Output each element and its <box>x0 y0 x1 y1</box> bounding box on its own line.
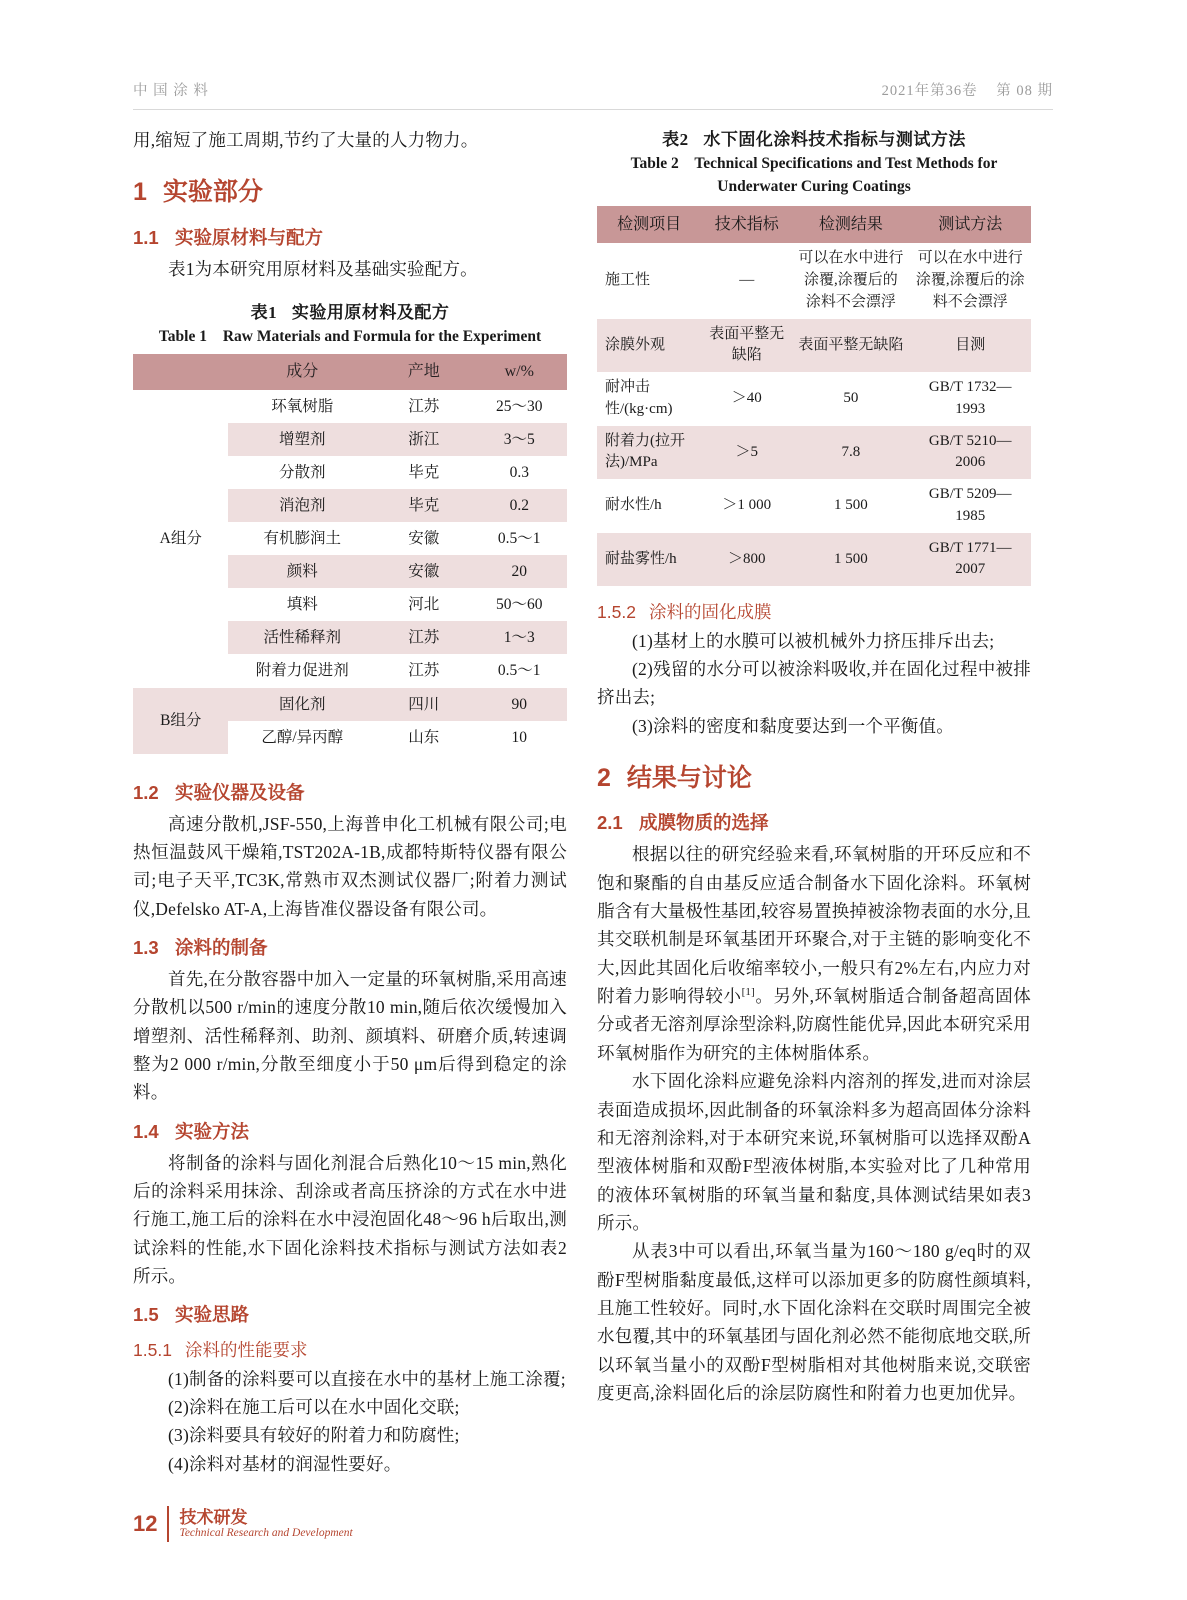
table1-cell-weight: 1～3 <box>472 621 568 654</box>
table1-cell-origin: 毕克 <box>376 489 471 522</box>
table2-cell-item: 施工性 <box>605 272 651 289</box>
table1-cell-name: 颜料 <box>228 555 376 588</box>
section-1-4-heading <box>133 1117 567 1147</box>
table2-cell-method: GB/T 5209—1985 <box>928 486 1012 524</box>
table1-cell-origin: 江苏 <box>408 662 440 680</box>
table2-cell-method: GB/T 1771—2007 <box>909 533 1031 587</box>
section-1-1-number: 1.1 <box>133 226 159 248</box>
section-1-1-heading <box>133 223 567 253</box>
table1-label-cn: 表1 <box>250 303 278 323</box>
table2-cell-item: 涂膜外观 <box>597 319 701 373</box>
table2-cell-method: GB/T 1732—1993 <box>928 379 1012 417</box>
table2-label-en: Table 2 <box>630 154 679 172</box>
lead-paragraph: 用,缩短了施工周期,节约了大量的人力物力。 <box>133 130 479 150</box>
section-1-5-1-number: 1.5.1 <box>133 1340 172 1361</box>
table1-cell-weight: 0.2 <box>472 489 568 522</box>
table2-cell-item: 耐水性/h <box>605 497 662 514</box>
table1-cell-origin: 安徽 <box>408 529 440 547</box>
table1-cell-origin: 毕克 <box>408 463 440 481</box>
section-1-1-text: 表1为本研究用原材料及基础实验配方。 <box>168 258 478 279</box>
table1-cell-origin: 河北 <box>408 596 440 614</box>
section-1-3-text: 首先,在分散容器中加入一定量的环氧树脂,采用高速分散机以500 r/min的速度分散10 min,随后依次缓慢加入增塑剂、活性稀释剂、助剂、颜填料、研磨介质,转速调整为2 000 r/min,分散至细度小于50 μm后得到稳定的涂料。 <box>133 969 567 1103</box>
section-1-5-1-heading <box>133 1336 567 1364</box>
table1-cell-name: 增塑剂 <box>228 423 376 456</box>
section-1-5-1-title: 涂料的性能要求 <box>185 1340 308 1361</box>
section-1-1-title: 实验原材料与配方 <box>175 226 324 248</box>
table1-cell-weight: 10 <box>511 728 527 746</box>
table1-group-b-label: B组分 <box>133 688 228 754</box>
footer-section-cn: 技术研发 <box>179 1507 248 1527</box>
table1-cell-weight: 50～60 <box>495 596 543 614</box>
table1-cell-weight: 0.5～1 <box>497 529 541 547</box>
table1-group-a-label: A组分 <box>159 529 202 547</box>
table1-cell-name: 分散剂 <box>278 463 326 481</box>
section-2-1-heading <box>597 808 1031 838</box>
page-header <box>133 80 1053 110</box>
section-1-5-2-number: 1.5.2 <box>597 602 636 623</box>
table1-cell-name: 活性稀释剂 <box>228 621 376 654</box>
table1-cell-weight: 20 <box>472 555 568 588</box>
table1-cell-weight: 0.3 <box>509 463 529 481</box>
paragraph-text-b: 。另外,环氧树脂适合制备超高固体分或者无溶剂厚涂型涂料,防腐性能优异,因此本研究采用环氧树脂作为研究的主体树脂体系。 <box>597 986 1031 1063</box>
section-1-5-2-heading <box>597 598 1031 626</box>
curing-item: (1)基材上的水膜可以被机械外力挤压排斥出去; <box>632 630 995 651</box>
section-1-2-heading <box>133 778 567 808</box>
table2-cell-result: 50 <box>843 390 859 407</box>
table1-cell-name: 填料 <box>286 596 318 614</box>
table2-cell-spec: ＞5 <box>701 426 792 480</box>
table1-col-origin: 产地 <box>376 354 471 390</box>
table-row <box>597 372 1031 426</box>
table-row <box>597 533 1031 587</box>
footer-divider <box>167 1506 169 1542</box>
table2-cell-item: 耐盐雾性/h <box>597 533 701 587</box>
section-2-number: 2 <box>597 763 611 792</box>
table1-cell-origin: 江苏 <box>376 621 471 654</box>
table2-title-cn: 水下固化涂料技术指标与测试方法 <box>703 130 966 149</box>
table1-cell-name: 有机膨润土 <box>263 529 341 547</box>
footer-section-en: Technical Research and Development <box>179 1527 353 1540</box>
table1-col-component: 成分 <box>228 354 376 390</box>
table2-col-spec: 技术指标 <box>701 206 792 244</box>
section-1-3-number: 1.3 <box>133 937 159 959</box>
table2-cell-result: 1 500 <box>833 497 868 514</box>
table1-cell-origin: 四川 <box>376 688 471 721</box>
year-volume: 2021年第36卷 <box>881 83 978 99</box>
requirement-item: (4)涂料对基材的润湿性要好。 <box>168 1453 402 1474</box>
table1-cell-name: 固化剂 <box>228 688 376 721</box>
table2-title-en-line1: Technical Specifications and Test Methods for <box>694 154 998 172</box>
table2-cell-item: 耐冲击性/(kg·cm) <box>605 379 673 417</box>
table1-cell-origin: 江苏 <box>408 397 440 415</box>
section-1-3-heading <box>133 933 567 963</box>
table1-col-group <box>133 354 228 390</box>
table2 <box>597 206 1031 587</box>
table1-cell-name: 消泡剂 <box>228 489 376 522</box>
page-number: 12 <box>133 1511 158 1537</box>
section-1-5-2-title: 涂料的固化成膜 <box>649 602 772 623</box>
table-row <box>133 688 567 721</box>
table1-cell-origin: 安徽 <box>376 555 471 588</box>
table2-col-result: 检测结果 <box>792 206 909 244</box>
table2-header-row <box>597 206 1031 244</box>
table2-caption-en <box>597 154 1031 200</box>
table1-title-en: Raw Materials and Formula for the Experiment <box>222 327 542 345</box>
table1-cell-weight: 90 <box>472 688 568 721</box>
table1-cell-name: 环氧树脂 <box>271 397 334 415</box>
table1-cell-origin: 山东 <box>408 728 440 746</box>
citation-reference: [1] <box>741 986 755 999</box>
right-column <box>597 126 1031 1407</box>
table1-col-weight: w/% <box>472 354 568 390</box>
section-1-3-title: 涂料的制备 <box>175 937 268 959</box>
journal-name: 中 国 涂 料 <box>133 83 209 99</box>
table1-cell-weight: 25～30 <box>495 397 543 415</box>
section-2-1-paragraph-1 <box>597 840 1031 1067</box>
section-1-heading <box>133 172 567 213</box>
section-2-heading <box>597 758 1031 799</box>
table1-label-en: Table 1 <box>158 327 207 345</box>
section-2-1-paragraph-2: 水下固化涂料应避免涂料内溶剂的挥发,进而对涂层表面造成损坏,因此制备的环氧涂料多为超高固体分涂料和无溶剂涂料,对于本研究来说,环氧树脂可以选择双酚A型液体树脂和双酚F型液体树脂,本实验对比了几种常用的液体环氧树脂的环氧当量和黏度,具体测试结果如表3所示。 <box>597 1071 1031 1233</box>
section-1-5-number: 1.5 <box>133 1304 159 1326</box>
table1-cell-weight: 3～5 <box>472 423 568 456</box>
table2-cell-spec: ＞1 000 <box>722 497 772 514</box>
page-footer <box>133 1506 353 1542</box>
left-column <box>133 126 567 1478</box>
table2-cell-method: GB/T 5210—2006 <box>909 426 1031 480</box>
table2-cell-result: 表面平整无缺陷 <box>792 319 909 373</box>
section-1-number: 1 <box>133 178 147 207</box>
table1 <box>133 354 567 754</box>
section-1-4-title: 实验方法 <box>175 1120 250 1142</box>
section-1-4-number: 1.4 <box>133 1120 159 1142</box>
table2-caption-cn <box>597 126 1031 154</box>
table2-cell-spec: 表面平整无缺陷 <box>701 319 792 373</box>
table1-cell-name: 乙醇/异丙醇 <box>261 728 344 746</box>
table2-cell-method: 目测 <box>909 319 1031 373</box>
section-2-title: 结果与讨论 <box>626 763 752 792</box>
table2-cell-result: 1 500 <box>792 533 909 587</box>
table2-label-cn: 表2 <box>662 130 689 149</box>
table2-cell-spec: ＞40 <box>731 390 762 407</box>
curing-item: (2)残留的水分可以被涂料吸收,并在固化过程中被排挤出去; <box>597 658 1031 708</box>
section-2-1-paragraph-3: 从表3中可以看出,环氧当量为160～180 g/eq时的双酚F型树脂黏度最低,这样可以添加更多的防腐性颜填料,且施工性较好。同时,水下固化涂料在交联时周围完全被水包覆,其中的环氧基团与固化剂必然不能彻底地交联,所以环氧当量小的双酚F型树脂相对其他树脂来说,交联密度更高,涂料固化后的涂层防腐性和附着力也更加优异。 <box>597 1241 1031 1403</box>
table-row <box>597 243 1031 318</box>
table2-cell-result: 可以在水中进行涂覆,涂覆后的涂料不会漂浮 <box>798 250 904 310</box>
table2-cell-item: 附着力(拉开法)/MPa <box>597 426 701 480</box>
table1-cell-weight: 0.5～1 <box>497 662 541 680</box>
table-row <box>597 479 1031 533</box>
table2-title-en-line2: Underwater Curing Coatings <box>717 178 911 196</box>
table1-caption-cn <box>133 299 567 327</box>
issue-number: 第 08 期 <box>996 83 1053 99</box>
requirement-item: (3)涂料要具有较好的附着力和防腐性; <box>168 1425 460 1446</box>
section-1-2-text: 高速分散机,JSF-550,上海普申化工机械有限公司;电热恒温鼓风干燥箱,TST202A-1B,成都特斯特仪器有限公司;电子天平,TC3K,常熟市双杰测试仪器厂;附着力测试仪,Defelsko AT-A,上海皆准仪器设备有限公司。 <box>133 813 567 919</box>
table1-cell-name: 附着力促进剂 <box>255 662 349 680</box>
table1-title-cn: 实验用原材料及配方 <box>291 303 450 323</box>
section-1-2-number: 1.2 <box>133 781 159 803</box>
table2-cell-spec: ＞800 <box>701 533 792 587</box>
table-row <box>597 426 1031 480</box>
section-1-5-title: 实验思路 <box>175 1304 250 1326</box>
section-1-5-heading <box>133 1300 567 1330</box>
table2-cell-method: 可以在水中进行涂覆,涂覆后的涂料不会漂浮 <box>915 250 1025 310</box>
table2-col-item: 检测项目 <box>597 206 701 244</box>
issue-info <box>868 80 1053 103</box>
table1-cell-origin: 浙江 <box>376 423 471 456</box>
requirement-item: (2)涂料在施工后可以在水中固化交联; <box>168 1397 460 1418</box>
curing-item: (3)涂料的密度和黏度要达到一个平衡值。 <box>632 715 954 736</box>
table2-cell-spec: — <box>739 272 755 289</box>
section-1-title: 实验部分 <box>162 178 263 207</box>
table-row <box>133 390 567 423</box>
paragraph-text-a: 根据以往的研究经验来看,环氧树脂的开环反应和不饱和聚酯的自由基反应适合制备水下固化涂料。环氧树脂含有大量极性基团,较容易置换掉被涂物表面的水分,且其交联机制是环氧基团开环聚合,对于主链的影响变化不大,因此其固化后收缩率较小,一般只有2%左右,内应力对附着力影响得较小 <box>597 844 1031 1007</box>
table1-header-row <box>133 354 567 390</box>
table2-col-method: 测试方法 <box>909 206 1031 244</box>
section-1-4-text: 将制备的涂料与固化剂混合后熟化10～15 min,熟化后的涂料采用抹涂、刮涂或者高压挤涂的方式在水中进行施工,施工后的涂料在水中浸泡固化48～96 h后取出,测试涂料的性能,水下固化涂料技术指标与测试方法如表2所示。 <box>133 1152 567 1287</box>
table1-caption-en <box>133 327 567 348</box>
section-2-1-title: 成膜物质的选择 <box>639 812 769 834</box>
section-2-1-number: 2.1 <box>597 812 623 834</box>
section-1-2-title: 实验仪器及设备 <box>175 781 305 803</box>
table2-cell-result: 7.8 <box>792 426 909 480</box>
table-row <box>597 319 1031 373</box>
requirement-item: (1)制备的涂料要可以直接在水中的基材上施工涂覆; <box>168 1368 566 1389</box>
